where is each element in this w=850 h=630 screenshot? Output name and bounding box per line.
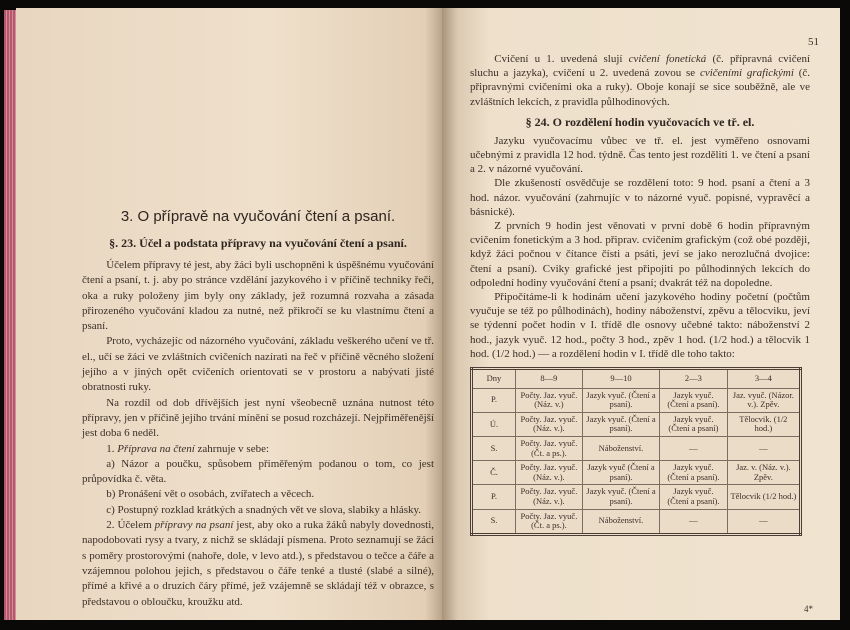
item-1c: c) Postupný rozklad krátkých a snadných vět ve slova, slabiky a hlásky. [106,503,422,516]
header-cell: 8—9 [516,369,583,389]
item-1b: b) Pronášení vět o osobách, zvířatech a věcech. [106,488,315,501]
table-cell: Jazyk vyuč. (Čtení a psaní). [582,388,659,412]
page-number: 51 [808,36,819,48]
table-cell: Jazyk vyuč. (Čtení a psaní). [660,485,728,509]
table-row [472,412,801,436]
paragraph: Účelem přípravy té jest, aby žáci byli uschopněni k úspěšnému vyučování čtení a psaní, t. j. aby po stránce vzdělání jazykového i v příčině techniky řeči, oka a ruky položeny jim byly ony základy, jež rozumná rozvaha a zásada přirozeného vyučování kladou za nutné, než přikročí se ku vlastnímu čtení a psaní. [82,259,434,333]
table-cell: Náboženství. [582,509,659,534]
table-row [472,461,801,485]
day-cell: Č. [472,461,516,485]
paragraph: Na rozdíl od dob dřívějších jest nyní všeobecně uznána nutnost této přípravy, jen v příčině jejího trvání mínění se posud rozcházejí. Nejpřiměřenější jest doba 6 neděl. [82,396,434,440]
table-cell: Jazyk vyuč. (Čtení a psaní). [582,412,659,436]
paragraph: Jazyku vyučovacímu vůbec ve tř. el. jest vyměřeno osnovami učebnými z pravidla 12 hod. týdně. Čas tento jest rozděliti 1. ve čtení a psaní a 2. v názorné vyučování. [470,134,810,176]
table-row [472,388,801,412]
right-column [470,52,810,536]
day-cell: S. [472,509,516,534]
day-cell: Ú. [472,412,516,436]
schedule-table [470,367,802,536]
right-page [442,8,840,620]
table-cell: Jaz. vyuč. (Názor. v.). Zpěv. [727,388,800,412]
section-title: § 24. O rozdělení hodin vyučovacích ve tř. el. [525,114,755,129]
chapter-title: 3. O přípravě na vyučování čtení a psaní. [120,208,396,225]
table-cell: Jaz. v. (Náz. v.). Zpěv. [727,461,800,485]
header-cell: 3—4 [727,369,800,389]
table-row [472,485,801,509]
item-2: 2. Účelem přípravy na psaní jest, aby oko a ruka žáků nabyly dovednosti, napodobovati rysy a tvary, z nichž se skládají písmena. Proto seznamují se žáci s poměry prostorovými (nahoře, dole, v levo atd.), s představou o tečce a čáře a vzájemnou polohou jejich, s představou o čáře tenké a tlusté (slabé a silné), přímé a křivé a o druzích čáry přímé, jež vzájemně se skládají též v obrazce, s představou o obloučku, kroužku atd. [82,519,435,608]
paragraph: Proto, vycházejíc od názorného vyučování, základu veškerého učení ve tř. el., učí se žáci ve zvláštních cvičeních nazírati na řeč v příčině věcného složení jejího a v jiných opět cvičeních orientovati se v prostoru a nabývati jisté obratnosti ruky. [82,335,434,394]
right-intro-text [470,52,810,109]
table-cell: Počty. Jaz. vyuč. (Čt. a ps.). [516,437,583,461]
table-cell: Počty. Jaz. vyuč. (Náz. v.). [516,485,583,509]
left-page [16,8,442,620]
paragraph: Dle zkušeností osvědčuje se rozdělení toto: 9 hod. psaní a čtení a 3 hod. názor. vyučování (zahrnujíc v to názorné vyuč. popisné, vypravěcí a básnické). [470,177,810,218]
section-title: §. 23. Účel a podstata přípravy na vyučování čtení a psaní. [109,236,407,250]
paragraph: Cvičení u 1. uvedená slují cvičení fonetická (č. přípravná cvičení sluchu a jazyka), cvičení u 2. uvedená zovou se cvičeními grafickými (č. připravnými cvičeními oka a ruky). Oboje konají se sice souběžně, ale ve zvláštních lekcích, z pravidla půlhodinových. [470,53,811,108]
table-cell: Jazyk vyuč. (Čtení a psaní). [660,388,728,412]
table-cell: Náboženství. [582,437,659,461]
table-row [472,437,801,461]
table-header-row [472,369,801,389]
table-cell: Jazyk vyuč. (Čtení a psaní). [582,485,659,509]
left-column [82,208,434,610]
day-cell: S. [472,437,516,461]
table-cell: Počty. Jaz. vyuč. (Náz. v.) [516,388,583,412]
left-body-text [82,258,434,610]
paragraph: Připočítáme-li k hodinám učení jazykového hodiny početní (počtům vyučuje se též po půlhodinách), hodiny náboženství, zpěvu a tělocviku, jeví se týdenní počet hodin v I. třídě dle osnovy učebné takto: náboženství 2 hod., jazyk vyuč. 12 hod., počty 3 hod., zpěv 1 hod. (1/2 hod.) a tělocvik 1 hod. (1/2 hod.) — a rozdělení hodin v I. třídě dle toho takto: [470,291,810,360]
signature-mark: 4* [804,604,813,614]
table-cell: Počty. Jaz. vyuč. (Náz. v.). [516,412,583,436]
table-cell: Jazyk vyuč (Čtení a psaní). [582,461,659,485]
table-row [472,509,801,534]
table-cell: — [660,437,728,461]
day-cell: P. [472,485,516,509]
table-cell: Počty. Jaz. vyuč. (Čt. a ps.). [516,509,583,534]
table-cell: — [727,509,800,534]
table-cell: — [660,509,728,534]
table-cell: Tělocvik (1/2 hod.) [727,485,800,509]
header-cell: 9—10 [582,369,659,389]
header-cell: Dny [472,369,516,389]
item-1a: a) Názor a poučku, spůsobem přiměřeným podanou o tom, co jest průpovídka č. věta. [82,457,434,486]
day-cell: P. [472,388,516,412]
table-cell: — [727,437,800,461]
paragraph: Z prvních 9 hodin jest věnovati v první době 6 hodin přípravným cvičením fonetickým a 3 hod. připrav. cvičením grafickým (což obé později, když žáci počnou v čítance čísti a psáti, jeví se jako nerozlučná dvojice: čtení a psaní). Cviky grafické jest připojiti po půlhodinných lekcích do odpolední hodiny vyučování čtení a psaní; dvakrát též na dopoledne. [470,220,810,289]
table-cell: Jazyk vyuč. (Čtení a psaní). [660,461,728,485]
item-1: 1. Příprava na čtení zahrnuje v sebe: [106,442,270,455]
table-cell: Počty. Jaz. vyuč. (Náz. v.). [516,461,583,485]
table-cell: Jazyk vyuč. (Čtení a psaní) [660,412,728,436]
right-body-text [470,134,810,361]
header-cell: 2—3 [660,369,728,389]
table-cell: Tělocvik. (1/2 hod.) [727,412,800,436]
